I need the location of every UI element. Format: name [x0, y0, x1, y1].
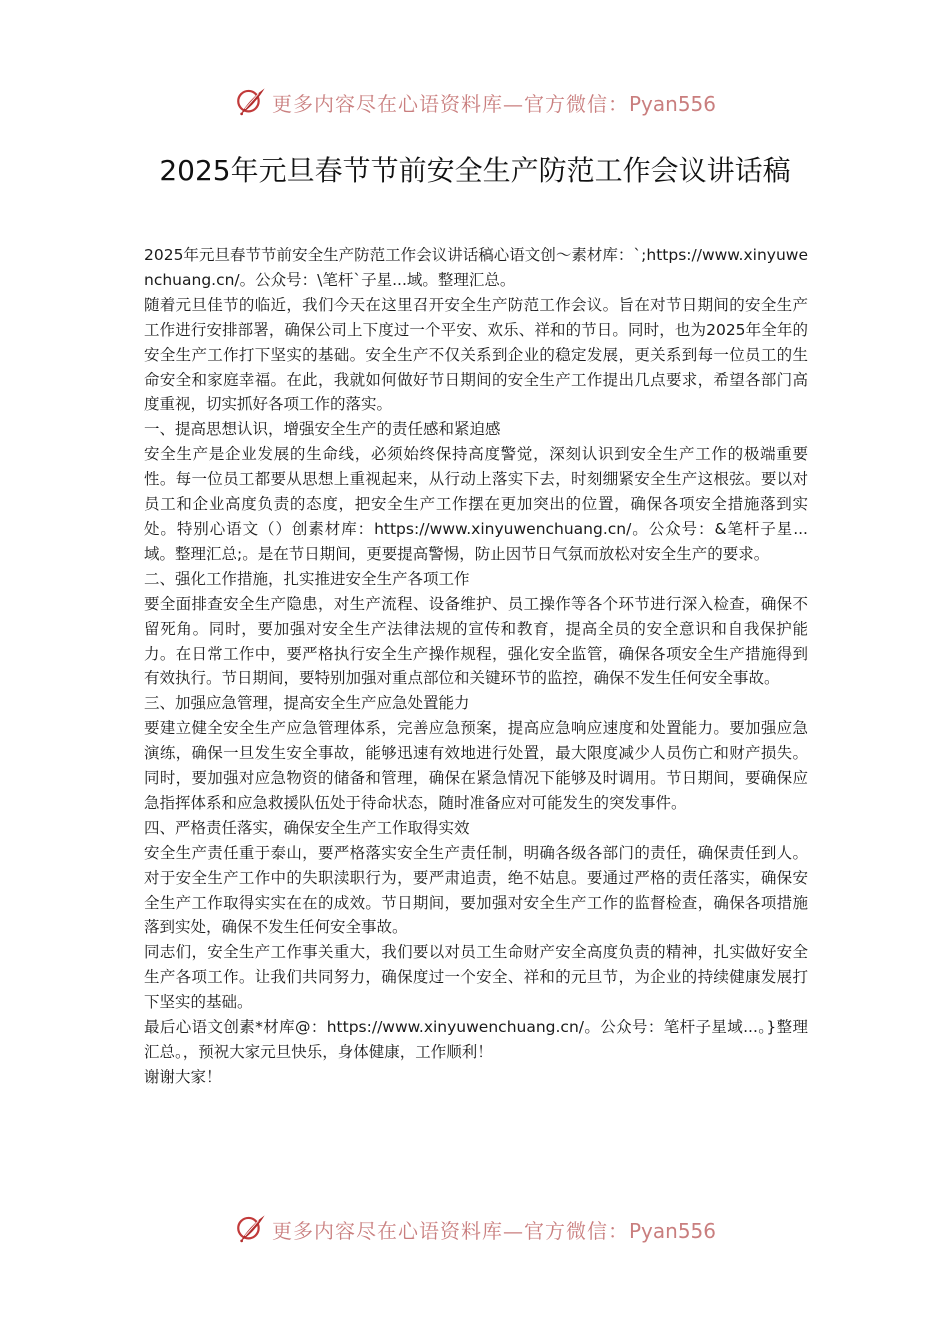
- paragraph-conclusion: 同志们，安全生产工作事关重大，我们要以对员工生命财产安全高度负责的精神，扎实做好安全生产各项工作。让我们共同努力，确保度过一个安全、祥和的元旦节，为企业的持续健康发展打下坚实的基础。: [144, 943, 808, 1012]
- paragraph-section-4: 安全生产责任重于泰山，要严格落实安全生产责任制，明确各级各部门的责任，确保责任到人。对于安全生产工作中的失职渎职行为，要严肃追责，绝不姑息。要通过严格的责任落实，确保安全生产工作取得实实在在的成效。节日期间，要加强对安全生产工作的监督检查，确保各项措施落到实处，确保不发生任何安全事故。: [144, 843, 808, 937]
- paragraph-section-2: 要全面排查安全生产隐患，对生产流程、设备维护、员工操作等各个环节进行深入检查，确保不留死角。同时，要加强对安全生产法律法规的宣传和教育，提高全员的安全意识和自我保护能力。在日常工作中，要严格执行安全生产操作规程，强化安全监管，确保各项安全生产措施得到有效执行。节日期间，要特别加强对重点部位和关键环节的监控，确保不发生任何安全事故。: [144, 594, 808, 688]
- footer-banner-text: [272, 1215, 716, 1244]
- quill-pen-logo-icon: [234, 1212, 268, 1246]
- section-heading-1: 一、提高思想认识，增强安全生产的责任感和紧迫感: [144, 420, 501, 439]
- quill-pen-logo-icon: [234, 85, 268, 119]
- footer-banner: [0, 1209, 950, 1249]
- banner-wechat-id: Pyan556: [628, 1218, 716, 1243]
- paragraph-section-3: 要建立健全安全生产应急管理体系，完善应急预案，提高应急响应速度和处置能力。要加强应急演练，确保一旦发生安全事故，能够迅速有效地进行处置，最大限度减少人员伤亡和财产损失。同时，要加强对应急物资的储备和管理，确保在紧急情况下能够及时调用。节日期间，要确保应急指挥体系和应急救援队伍处于待命状态，随时准备应对可能发生的突发事件。: [144, 719, 808, 812]
- document-body: [144, 243, 808, 1090]
- paragraph-thanks: 谢谢大家！: [144, 1067, 222, 1086]
- header-banner-text: [272, 88, 716, 117]
- banner-wechat-id: Pyan556: [628, 91, 716, 116]
- paragraph-source-note: 2025年元旦春节节前安全生产防范工作会议讲话稿心语文创～素材库：`;https://www.xinyuwenchuang.cn/。公众号：\笔杆`子星...域。整理汇总。: [144, 246, 808, 289]
- section-heading-4: 四、严格责任落实，确保安全生产工作取得实效: [144, 818, 470, 837]
- document-title: 2025年元旦春节节前安全生产防范工作会议讲话稿: [159, 154, 791, 187]
- banner-slogan: 更多内容尽在心语资料库—官方微信：: [271, 91, 629, 116]
- banner-slogan: 更多内容尽在心语资料库—官方微信：: [271, 1218, 629, 1243]
- section-heading-2: 二、强化工作措施，扎实推进安全生产各项工作: [144, 569, 470, 588]
- header-banner: [0, 82, 950, 122]
- paragraph-closing-wishes: 最后心语文创素*材库@：https://www.xinyuwenchuang.cn/。公众号：笔杆子星域...。}整理汇总。，预祝大家元旦快乐，身体健康，工作顺利！: [144, 1018, 808, 1061]
- paragraph-intro: 随着元旦佳节的临近，我们今天在这里召开安全生产防范工作会议。旨在对节日期间的安全生产工作进行安排部署，确保公司上下度过一个平安、欢乐、祥和的节日。同时，也为2025年全年的安全生产工作打下坚实的基础。安全生产不仅关系到企业的稳定发展，更关系到每一位员工的生命安全和家庭幸福。在此，我就如何做好节日期间的安全生产工作提出几点要求，希望各部门高度重视，切实抓好各项工作的落实。: [144, 295, 808, 414]
- paragraph-section-1: 安全生产是企业发展的生命线，必须始终保持高度警觉，深刻认识到安全生产工作的极端重要性。每一位员工都要从思想上重视起来，从行动上落实下去，时刻绷紧安全生产这根弦。要以对员工和企业高度负责的态度，把安全生产工作摆在更加突出的位置，确保各项安全措施落到实处。特别心语文（）创素材库：https://www.xinyuwenchuang.cn/。公众号：&笔杆子星...域。整理汇总;。是在节日期间，更要提高警惕，防止因节日气氛而放松对安全生产的要求。: [144, 445, 808, 563]
- section-heading-3: 三、加强应急管理，提高安全生产应急处置能力: [144, 694, 470, 713]
